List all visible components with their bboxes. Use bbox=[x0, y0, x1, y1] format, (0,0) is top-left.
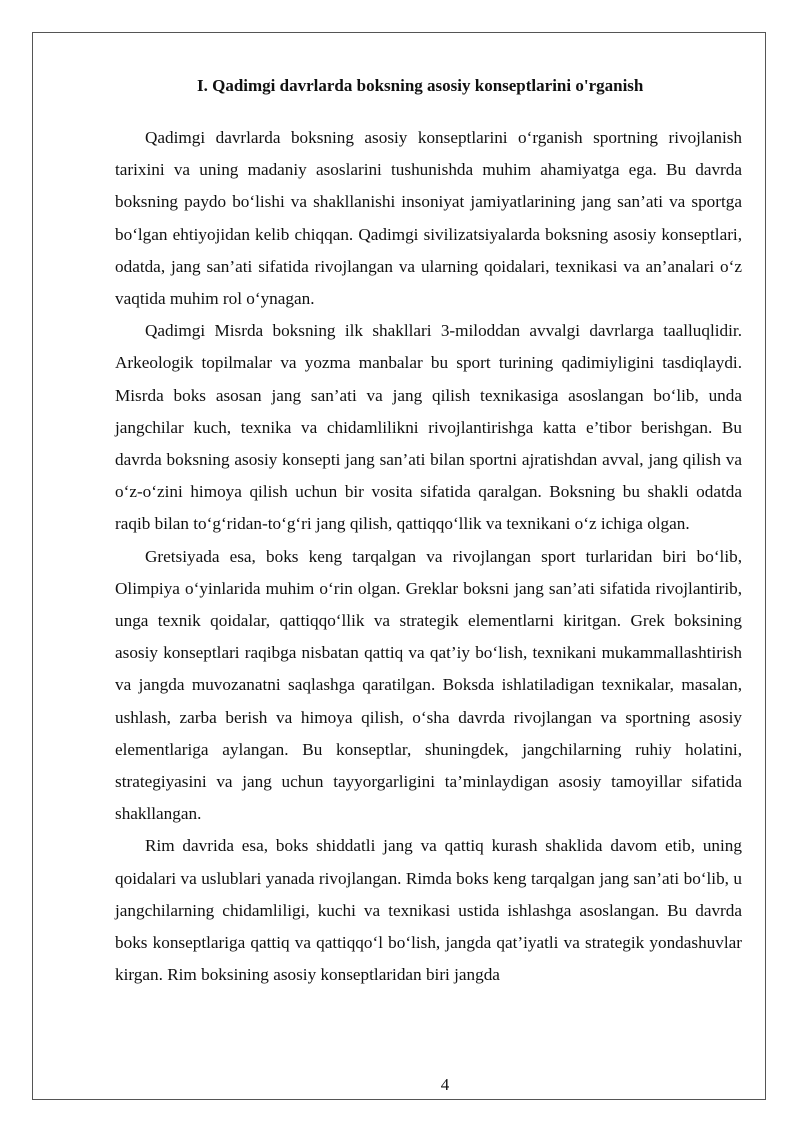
section-heading: I. Qadimgi davrlarda boksning asosiy konseptlarini o'rganish bbox=[197, 76, 644, 95]
document-body bbox=[115, 72, 742, 991]
paragraph-rome: Rim davrida esa, boks shiddatli jang va qattiq kurash shaklida davom etib, uning qoidalari va uslublari yanada rivojlangan. Rimda boks keng tarqalgan jang san’ati bo‘lib, u jangchilarning chidamliligi, kuchi va texnikasi ustida ishlashga asoslangan. Bu davrda boks konseptlariga qattiq va qattiqqo‘l bo‘lish, jangda qat’iyatli va strategik yondashuvlar kirgan. Rim boksining asosiy konseptlaridan biri jangda bbox=[115, 836, 742, 985]
paragraph-intro: Qadimgi davrlarda boksning asosiy konseptlarini o‘rganish sportning rivojlanish tarixini va uning madaniy asoslarini tushunishda muhim ahamiyatga ega. Bu davrda boksning paydo bo‘lishi va shakllanishi insoniyat jamiyatlarining jang san’ati va sportga bo‘lgan ehtiyojidan kelib chiqqan. Qadimgi sivilizatsiyalarda boksning asosiy konseptlari, odatda, jang san’ati sifatida rivojlangan va ularning qoidalari, texnikasi va an’analari o‘z vaqtida muhim rol o‘ynagan. bbox=[115, 128, 742, 309]
paragraph-greece: Gretsiyada esa, boks keng tarqalgan va rivojlangan sport turlaridan biri bo‘lib, Olimpiya o‘yinlarida muhim o‘rin olgan. Greklar boksni jang san’ati sifatida rivojlantirib, unga texnik qoidalar, qattiqqo‘llik va strategik elementlarni kiritgan. Grek boksining asosiy konseptlari raqibga nisbatan qattiq va qat’iy bo‘lish, texnikani mukammallashtirish va jangda muvozanatni saqlashga qaratilgan. Boksda ishlatiladigan texnikalar, masalan, ushlash, zarba berish va himoya qilish, o‘sha davrda rivojlangan va sportning asosiy elementlariga aylangan. Bu konseptlar, shuningdek, jangchilarning ruhiy holatini, strategiyasini va jang uchun tayyorgarligini ta’minlaydigan asosiy tamoyillar sifatida shakllangan. bbox=[115, 546, 742, 824]
paragraph-egypt: Qadimgi Misrda boksning ilk shakllari 3-miloddan avvalgi davrlarga taalluqlidir. Arkeologik topilmalar va yozma manbalar bu sport turining qadimiyligini tasdiqlaydi. Misrda boks asosan jang san’ati va jang qilish texnikasiga asoslangan bo‘lib, unda jangchilar kuch, texnika va chidamlilikni rivojlantirishga katta e’tibor berishgan. Bu davrda boksning asosiy konsepti jang san’ati bilan sportni ajratishdan avval, jang qilish va o‘z-o‘zini himoya qilish uchun bir vosita sifatida qaralgan. Boksning bu shakli odatda raqib bilan to‘g‘ridan-to‘g‘ri jang qilish, qattiqqo‘llik va texnikani o‘z ichiga olgan. bbox=[115, 321, 742, 534]
page-number: 4 bbox=[440, 1075, 450, 1094]
